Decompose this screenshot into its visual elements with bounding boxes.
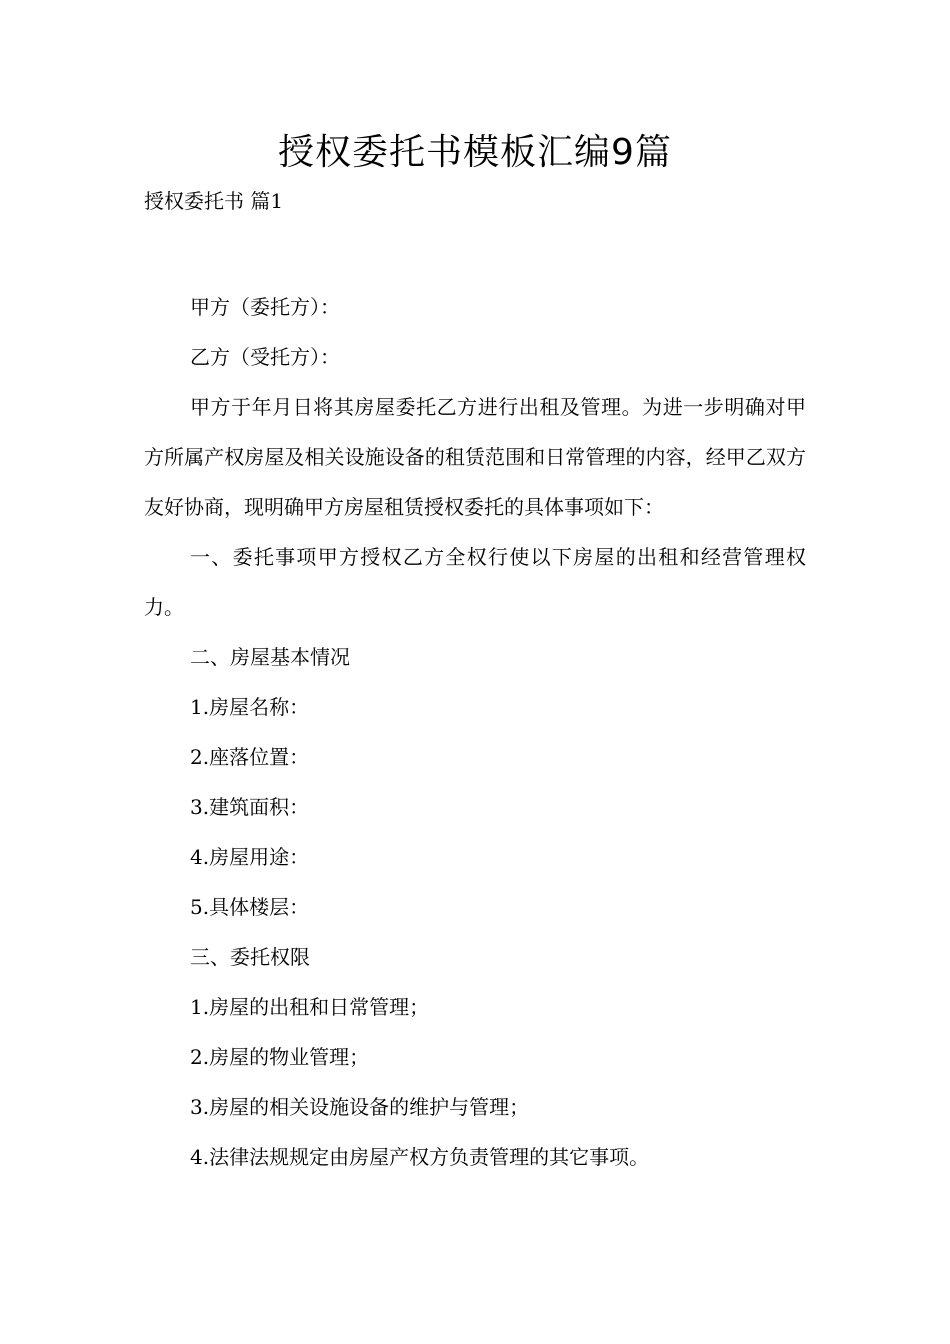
document-body <box>144 282 806 1182</box>
party-b-line: 乙方（受托方）： <box>190 345 340 369</box>
section-heading: 授权委托书 篇1 <box>144 189 284 213</box>
document-title: 授权委托书模板汇编9篇 <box>278 132 672 173</box>
authority-item-1: 1.房屋的出租和日常管理； <box>190 995 430 1019</box>
clause-3-heading: 三、委托权限 <box>190 945 310 969</box>
party-a-line: 甲方（委托方）： <box>190 295 340 319</box>
floor-field: 5.具体楼层： <box>190 895 310 919</box>
location-field: 2.座落位置： <box>190 745 310 769</box>
authority-item-4: 4.法律法规规定由房屋产权方负责管理的其它事项。 <box>190 1145 650 1169</box>
house-usage-field: 4.房屋用途： <box>190 845 310 869</box>
authority-item-3: 3.房屋的相关设施设备的维护与管理； <box>190 1095 530 1119</box>
clause-1-paragraph: 一、委托事项甲方授权乙方全权行使以下房屋的出租和经营管理权力。 <box>144 545 806 619</box>
house-name-field: 1.房屋名称： <box>190 695 310 719</box>
authority-item-2: 2.房屋的物业管理； <box>190 1045 370 1069</box>
floor-area-field: 3.建筑面积： <box>190 795 310 819</box>
intro-paragraph: 甲方于年月日将其房屋委托乙方进行出租及管理。为进一步明确对甲方所属产权房屋及相关设施设备的租赁范围和日常管理的内容，经甲乙双方友好协商，现明确甲方房屋租赁授权委托的具体事项如下： <box>144 395 806 519</box>
clause-2-heading: 二、房屋基本情况 <box>190 645 350 669</box>
